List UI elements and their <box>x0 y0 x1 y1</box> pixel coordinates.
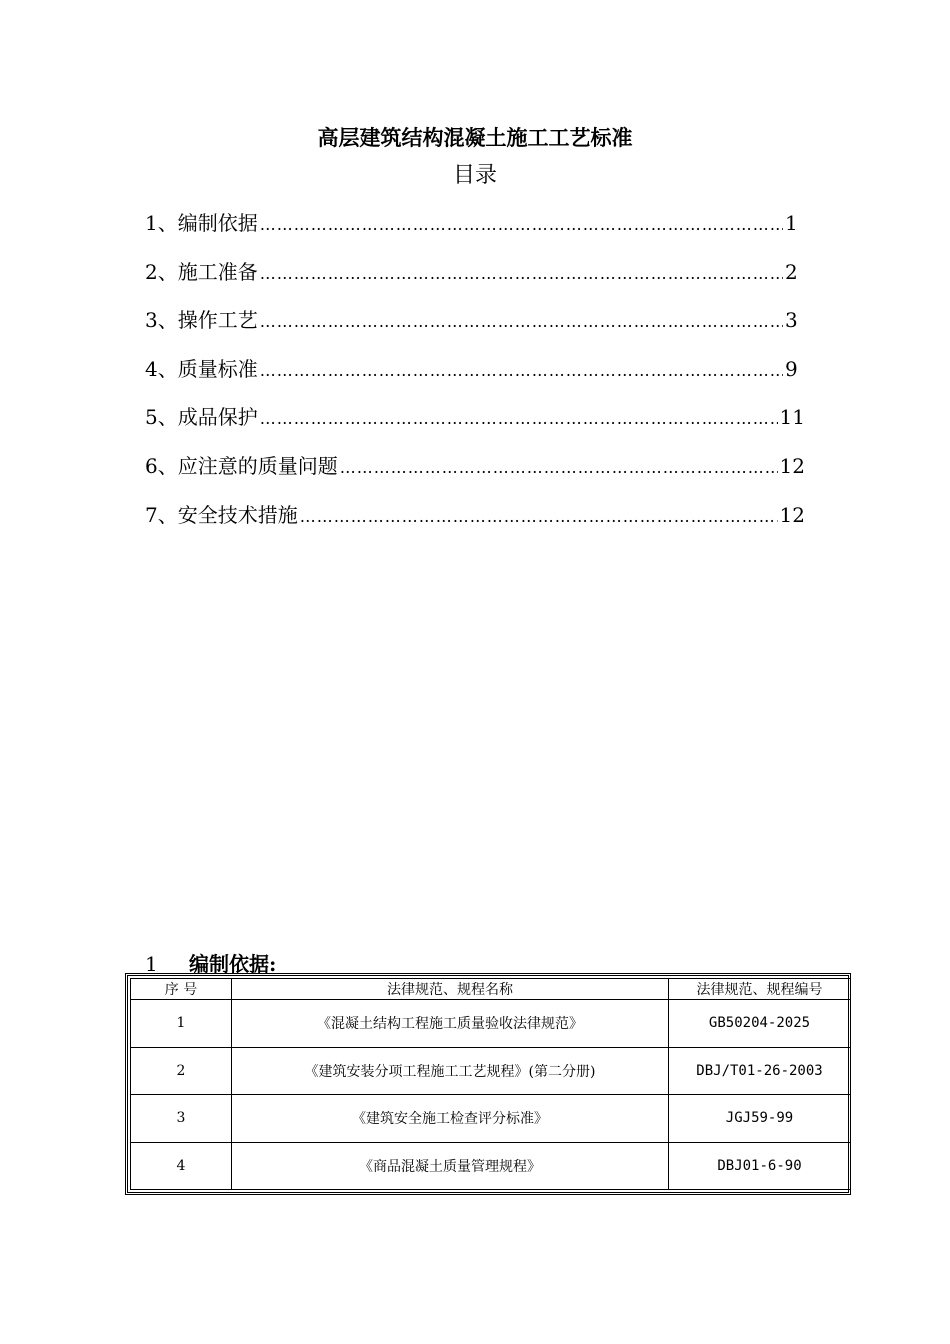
column-header-code: 法律规范、规程编号 <box>669 979 851 1000</box>
toc-item[interactable] <box>145 499 805 548</box>
toc-item[interactable] <box>145 207 805 256</box>
cell-code: DBJ/T01-26-2003 <box>669 1047 851 1095</box>
table-row <box>131 1000 851 1048</box>
reference-table <box>130 978 851 1190</box>
toc-item-label: 7、安全技术措施 <box>145 502 298 527</box>
toc-leader-dots <box>260 361 783 380</box>
table-of-contents <box>145 207 805 547</box>
toc-leader-dots <box>260 312 783 331</box>
toc-item-page: 3 <box>785 308 798 333</box>
section-number: 1 <box>145 952 158 976</box>
toc-item[interactable] <box>145 256 805 305</box>
toc-item-page: 11 <box>779 405 805 430</box>
toc-item-label: 6、应注意的质量问题 <box>145 453 338 478</box>
toc-item[interactable] <box>145 450 805 499</box>
toc-item[interactable] <box>145 304 805 353</box>
toc-item[interactable] <box>145 401 805 450</box>
table-row <box>131 1095 851 1143</box>
toc-item-label: 3、操作工艺 <box>145 308 258 333</box>
toc-item-page: 12 <box>779 453 805 478</box>
cell-name: 《商品混凝土质量管理规程》 <box>232 1142 669 1190</box>
toc-leader-dots <box>260 215 783 234</box>
cell-index: 2 <box>131 1047 232 1095</box>
cell-index: 4 <box>131 1142 232 1190</box>
table-header-row <box>131 979 851 1000</box>
cell-name: 《建筑安装分项工程施工工艺规程》(第二分册) <box>232 1047 669 1095</box>
table-row <box>131 1142 851 1190</box>
toc-item-label: 2、施工准备 <box>145 259 258 284</box>
cell-name: 《建筑安全施工检查评分标准》 <box>232 1095 669 1143</box>
cell-name: 《混凝土结构工程施工质量验收法律规范》 <box>232 1000 669 1048</box>
toc-item-label: 1、编制依据 <box>145 211 258 235</box>
cell-index: 1 <box>131 1000 232 1048</box>
table-row <box>131 1047 851 1095</box>
cell-code: JGJ59-99 <box>669 1095 851 1143</box>
toc-item-page: 1 <box>785 211 798 235</box>
cell-index: 3 <box>131 1095 232 1143</box>
cell-code: GB50204-2025 <box>669 1000 851 1048</box>
toc-item-label: 5、成品保护 <box>145 405 258 430</box>
toc-leader-dots <box>260 409 778 428</box>
toc-leader-dots <box>340 458 778 477</box>
column-header-index: 序 号 <box>131 979 232 1000</box>
toc-heading: 目录 <box>452 163 497 188</box>
cell-code: DBJ01-6-90 <box>669 1142 851 1190</box>
column-header-name: 法律规范、规程名称 <box>232 979 669 1000</box>
toc-item-label: 4、质量标准 <box>145 356 258 381</box>
toc-item-page: 9 <box>785 356 798 381</box>
toc-item-page: 12 <box>779 502 805 527</box>
toc-leader-dots <box>300 507 778 526</box>
reference-table-frame <box>125 973 851 1195</box>
section-title: 编制依据: <box>189 952 277 976</box>
toc-item-page: 2 <box>785 259 798 284</box>
toc-item[interactable] <box>145 353 805 402</box>
toc-leader-dots <box>260 264 783 283</box>
document-title: 高层建筑结构混凝土施工工艺标准 <box>317 125 633 150</box>
